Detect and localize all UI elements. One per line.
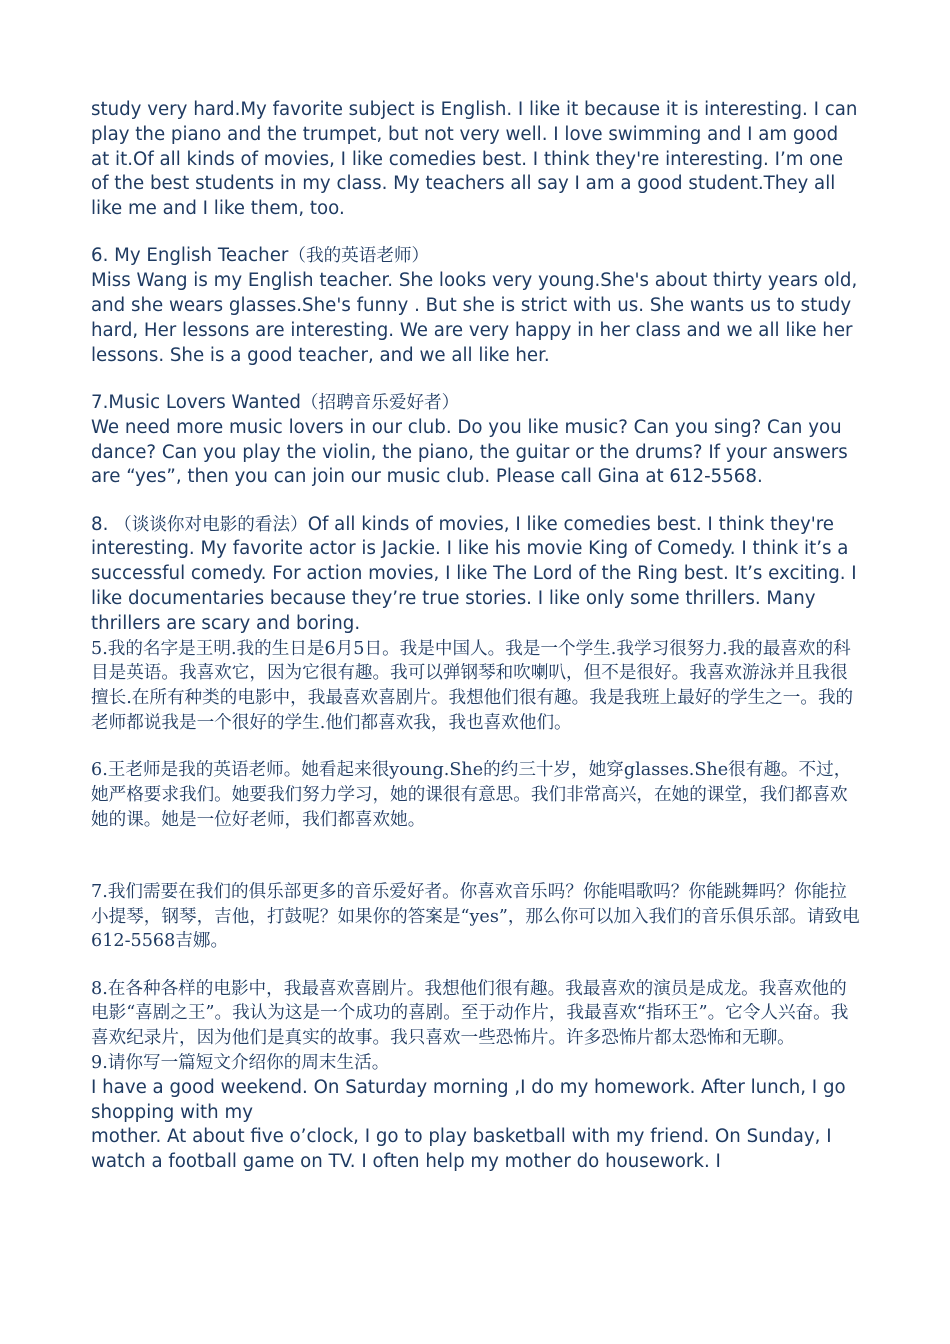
essay-6-title-chinese: （我的英语老师） — [288, 246, 430, 267]
paragraph-spacer — [91, 222, 861, 245]
essay-9-prompt: 9.请你写一篇短文介绍你的周末生活。 — [91, 1053, 390, 1073]
document-page — [91, 98, 864, 1175]
essay-9-text-line-1: I have a good weekend. On Saturday morning ,I do my homework. After lunch, I go shopping with my — [91, 1076, 852, 1123]
essay-8-body: Of all kinds of movies, I like comedies best. I think they're interesting. My favorite actor is Jackie. I like his movie King of Comedy. I think it’s a successful comedy. For action movies, I like The Lord of the Ring best. It’s exciting. I like documentaries because they’re true stories. I like only some thrillers. Many thrillers are scary and boring. — [91, 513, 863, 634]
paragraph-spacer — [91, 490, 861, 513]
essay-6-title: 6. My English Teacher — [91, 245, 289, 267]
essay-5-chinese-translation: 5.我的名字是王明.我的生日是6月5日。我是中国人。我是一个学生.我学习很努力.我的最喜欢的科目是英语。我喜欢它，因为它很有趣。我可以弹钢琴和吹喇叭，但不是很好。我喜欢游泳并且我很擅长.在所有种类的电影中，我最喜欢喜剧片。我想他们很有趣。我是我班上最好的学生之一。我的老师都说我是一个很好的学生.他们都喜欢我，我也喜欢他们。 — [91, 638, 854, 734]
essay-6-heading — [91, 244, 861, 269]
essay-7-title: 7.Music Lovers Wanted — [91, 391, 301, 413]
essay-7-chinese-translation: 7.我们需要在我们的俱乐部更多的音乐爱好者。你喜欢音乐吗？你能唱歌吗？你能跳舞吗？你能拉小提琴，钢琴，吉他，打鼓呢？如果你的答案是“yes”，那么你可以加入我们的音乐俱乐部。请致电612-5568吉娜。 — [91, 881, 860, 952]
paragraph-spacer — [91, 954, 861, 977]
essay-8-number: 8. — [91, 513, 115, 535]
paragraph-spacer — [91, 833, 861, 880]
essay-7-heading — [91, 391, 861, 416]
essay-7-english-text: We need more music lovers in our club. Do you like music? Can you sing? Can you dance? Can you play the violin, the piano, the guitar or the drums? If your answers are “yes”, then you can join our music club. Please call Gina at 612-5568. — [91, 416, 854, 488]
paragraph-spacer — [91, 368, 861, 391]
essay-9-text-line-2: mother. At about five o’clock, I go to play basketball with my friend. On Sunday, I watch a football game on TV. I often help my mother do housework. I — [91, 1126, 838, 1173]
essay-8-title-chinese: （谈谈你对电影的看法） — [114, 514, 308, 535]
essay-8-chinese-translation: 8.在各种各样的电影中，我最喜欢喜剧片。我想他们很有趣。我最喜欢的演员是成龙。我喜欢他的电影“喜剧之王”。我认为这是一个成功的喜剧。至于动作片，我最喜欢“指环王”。它令人兴奋。我喜欢纪录片，因为他们是真实的故事。我只喜欢一些恐怖片。许多恐怖片都太恐怖和无聊。 — [91, 978, 849, 1049]
essay-5-english-text: study very hard.My favorite subject is English. I like it because it is interesting. I can play the piano and the trumpet, but not very well. I love swimming and I am good at it.Of all kinds of movies, I like comedies best. I think they're interesting. I’m one of the best students in my class. My teachers all say I am a good student.They all like me and I like them, too. — [91, 99, 864, 220]
essay-6-english-text: Miss Wang is my English teacher. She looks very young.She's about thirty years old, and she wears glasses.She's funny . But she is strict with us. She wants us to study hard, Her lessons are interesting. We are very happy in her class and we all like her lessons. She is a good teacher, and we all like her. — [91, 270, 864, 366]
essay-6-chinese-translation: 6.王老师是我的英语老师。她看起来很young.She的约三十岁，她穿glasses.She很有趣。不过，她严格要求我们。她要我们努力学习，她的课很有意思。我们非常高兴，在她的课堂，我们都喜欢她的课。她是一位好老师，我们都喜欢她。 — [91, 760, 852, 830]
essay-7-title-chinese: （招聘音乐爱好者） — [300, 392, 460, 413]
paragraph-spacer — [91, 736, 861, 759]
essay-8-english-text — [91, 513, 861, 637]
